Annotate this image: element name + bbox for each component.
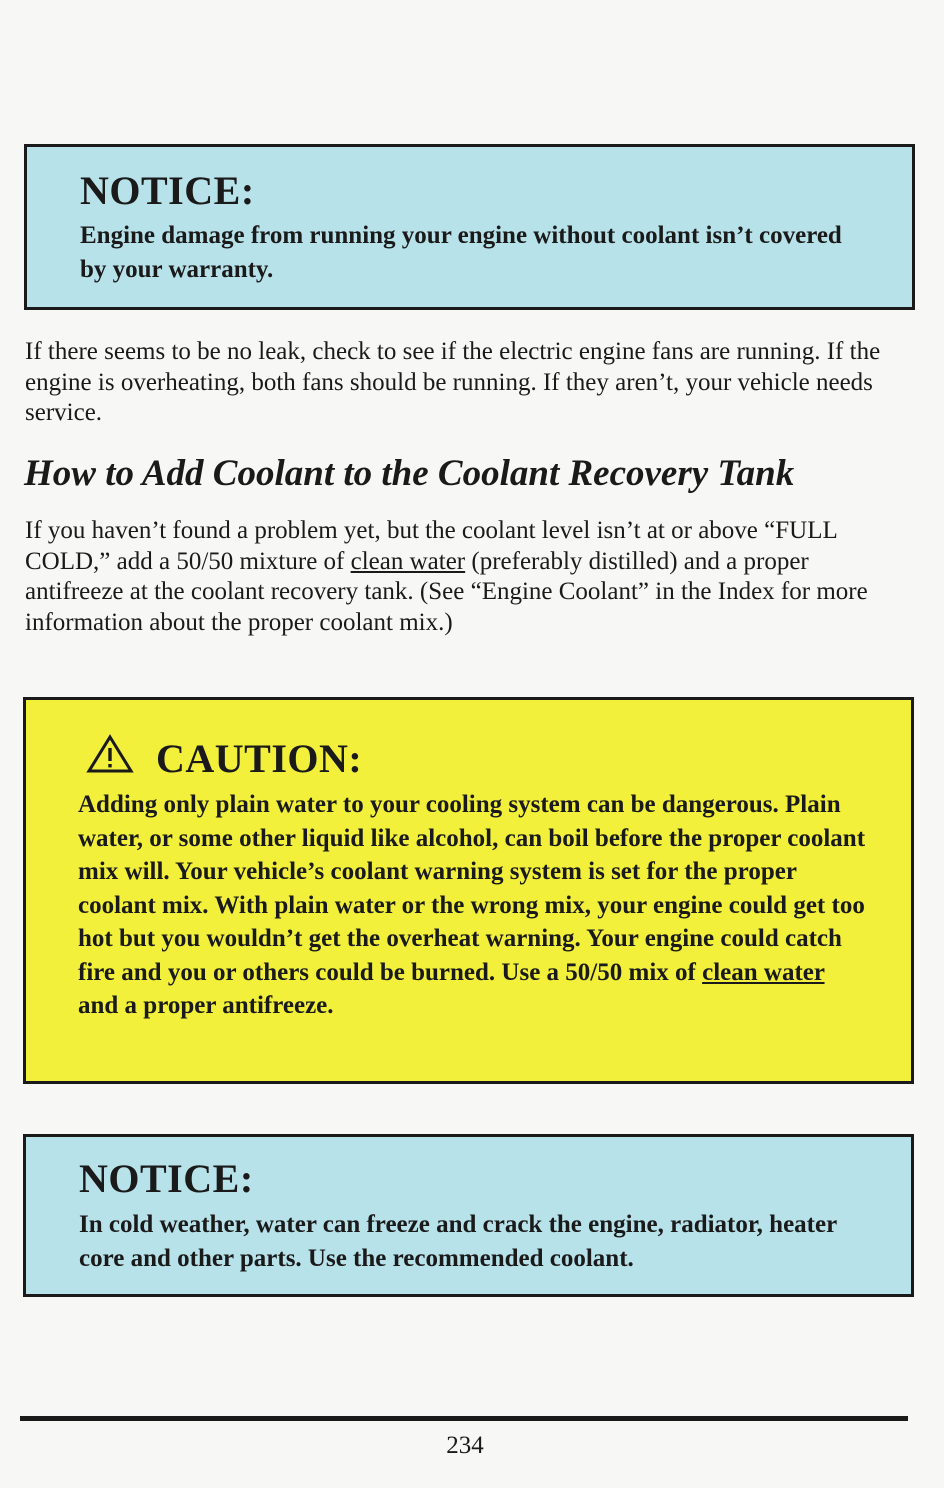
notice-text: In cold weather, water can freeze and crack the engine, radiator, heater core and other parts. Use the recommended coolant. bbox=[79, 1211, 837, 1272]
warning-triangle-icon bbox=[86, 734, 134, 784]
caution-text bbox=[78, 788, 868, 1023]
body-paragraph-fans: If there seems to be no leak, check to see if the electric engine fans are running. If the engine is overheating, both fans should be running. If they aren’t, your vehicle needs service. bbox=[25, 338, 881, 426]
caution-text-after: and a proper antifreeze. bbox=[78, 992, 334, 1019]
paragraph-text-after: (preferably distilled) and a proper antifreeze at the coolant recovery tank. (See “Engine Coolant” in the Index for more information about the proper coolant mix.) bbox=[25, 547, 868, 636]
footer-rule bbox=[20, 1416, 908, 1421]
notice-text: Engine damage from running your engine without coolant isn’t covered by your warranty. bbox=[80, 222, 842, 283]
notice-box-cold-weather bbox=[23, 1134, 914, 1297]
section-heading: How to Add Coolant to the Coolant Recovery Tank bbox=[24, 453, 795, 494]
caution-box bbox=[23, 697, 914, 1084]
paragraph-text-before: If you haven’t found a problem yet, but the coolant level isn’t at or above “FULL COLD,” add a 50/50 mixture of bbox=[25, 517, 837, 575]
caution-title: CAUTION: bbox=[156, 736, 363, 781]
caution-underlined-clean-water: clean water bbox=[702, 958, 825, 986]
caution-text-before: Adding only plain water to your cooling system can be dangerous. Plain water, or some other liquid like alcohol, can boil before the proper coolant mix will. Your vehicle’s coolant warning system is set for the proper coolant mix. With plain water or the wrong mix, your engine could get too hot but you wouldn’t get the overheat warning. Your engine could catch fire and you or others could be burned. Use a 50/50 mix of bbox=[78, 791, 866, 986]
page-number: 234 bbox=[446, 1432, 484, 1459]
body-paragraph-add-coolant bbox=[25, 516, 900, 638]
caution-heading bbox=[86, 734, 362, 784]
notice-title: NOTICE: bbox=[79, 1156, 254, 1201]
notice-title: NOTICE: bbox=[80, 168, 255, 213]
notice-box-warranty bbox=[24, 144, 915, 310]
underlined-clean-water: clean water bbox=[350, 547, 466, 575]
